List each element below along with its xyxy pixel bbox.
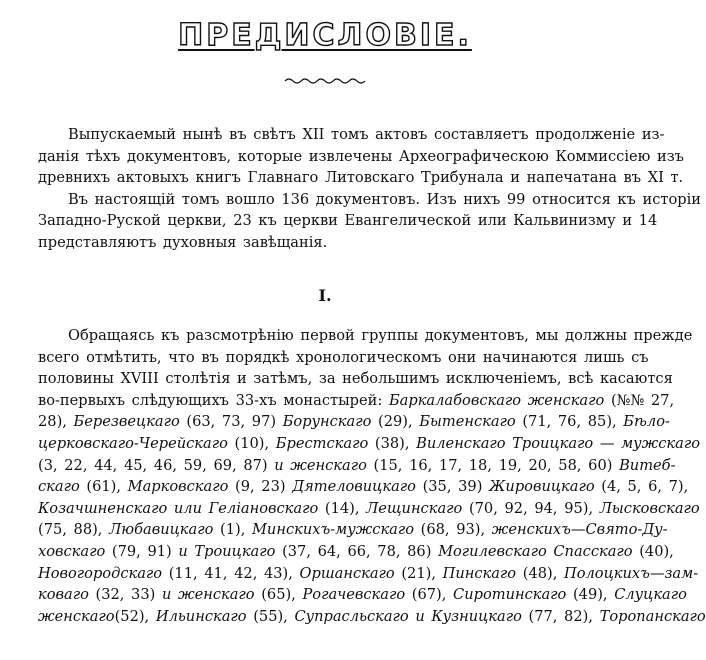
doc-numbers: (52), bbox=[114, 607, 150, 625]
doc-numbers: (40), bbox=[639, 542, 674, 560]
monastery-name: Витеб- bbox=[619, 456, 676, 474]
doc-numbers: (37, 64, 66, 78, 86) bbox=[282, 542, 432, 560]
monastery-name: Слуцкаго bbox=[614, 586, 687, 604]
intro-paragraph bbox=[38, 124, 701, 254]
doc-numbers: (32, 33) bbox=[95, 586, 156, 604]
doc-numbers: (10), bbox=[234, 434, 270, 452]
paragraph-line bbox=[38, 584, 687, 606]
monastery-name: Лысковскаго bbox=[599, 499, 700, 517]
doc-numbers: (38), bbox=[374, 434, 410, 452]
monastery-name: и женскаго bbox=[274, 456, 367, 474]
monastery-name: церковскаго-Черейскаго bbox=[38, 434, 228, 452]
doc-numbers: (35, 39) bbox=[422, 478, 483, 496]
doc-numbers: (49), bbox=[572, 586, 608, 604]
doc-numbers: (61), bbox=[86, 478, 122, 496]
monastery-name: Березвецкаго bbox=[73, 413, 180, 431]
doc-numbers: (4, 5, 6, 7), bbox=[601, 478, 689, 496]
intro-line: Въ настоящій томъ вошло 136 документовъ. Изъ нихъ 99 относится къ исторіи bbox=[68, 190, 701, 208]
monastery-name: Бытенскаго bbox=[419, 413, 516, 431]
doc-numbers: (48), bbox=[522, 564, 558, 582]
monastery-name: Ильинскаго bbox=[155, 607, 247, 625]
monastery-name: Любавицкаго bbox=[109, 521, 214, 539]
doc-numbers: (75, 88), bbox=[38, 521, 103, 539]
monastery-name: женскихъ—Свято-Ду- bbox=[491, 521, 668, 539]
monastery-name: и Троицкаго bbox=[178, 542, 276, 560]
doc-numbers: (21), bbox=[401, 564, 436, 582]
monastery-name: Жировицкаго bbox=[489, 478, 595, 496]
text-run: во-первыхъ слѣдующихъ 33-хъ монастырей: bbox=[38, 391, 383, 409]
monastery-name: Баркалабовскаго женскаго bbox=[388, 391, 605, 409]
monastery-name: женскаго bbox=[38, 607, 115, 625]
doc-numbers: (70, 92, 94, 95), bbox=[468, 499, 594, 517]
doc-numbers: (65), bbox=[261, 586, 296, 604]
paragraph-line: всего отмѣтить, что въ порядкѣ хронологическомъ они начинаются лишь съ bbox=[38, 348, 649, 366]
doc-numbers: (63, 73, 97) bbox=[186, 413, 277, 431]
doc-numbers: (11, 41, 42, 43), bbox=[168, 564, 293, 582]
doc-numbers: (3, 22, 44, 45, 46, 59, 69, 87) bbox=[38, 456, 268, 474]
paragraph-line bbox=[38, 519, 668, 541]
intro-line: данія тѣхъ документовъ, которые извлечены Археографическою Коммиссіею изъ bbox=[38, 147, 684, 165]
doc-numbers: (77, 82), bbox=[528, 607, 593, 625]
monastery-name: Пинскаго bbox=[442, 564, 517, 582]
paragraph-line bbox=[38, 390, 675, 412]
section-paragraph bbox=[38, 325, 706, 627]
intro-line: древнихъ актовыхъ книгъ Главнаго Литовскаго Трибунала и напечатана въ XI т. bbox=[38, 169, 684, 187]
monastery-name: Оршанскаго bbox=[299, 564, 395, 582]
monastery-name: Лещинскаго bbox=[366, 499, 463, 517]
monastery-name: Торопанскаго bbox=[599, 607, 706, 625]
paragraph-line bbox=[38, 498, 700, 520]
monastery-name: Козачшненскаго или Геліановскаго bbox=[38, 499, 319, 517]
monastery-name: Минскихъ-мужскаго bbox=[251, 521, 415, 539]
page-title: ПРЕДИСЛОВІЕ. bbox=[178, 18, 472, 53]
section-heading: I. bbox=[318, 286, 332, 305]
doc-numbers: (55), bbox=[253, 607, 288, 625]
intro-line: Выпускаемый нынѣ въ свѣтъ XII томъ актовъ составляетъ продолженіе из- bbox=[68, 126, 665, 143]
paragraph-line bbox=[38, 541, 674, 563]
paragraph-line: половины XVIII столѣтія и затѣмъ, за небольшимъ исключеніемъ, всѣ касаются bbox=[38, 370, 673, 388]
paragraph-line bbox=[38, 606, 706, 628]
monastery-name: Дятеловицкаго bbox=[292, 478, 416, 496]
monastery-name: Рогачевскаго bbox=[302, 586, 406, 604]
paragraph-line bbox=[38, 455, 676, 477]
monastery-name: скаго bbox=[38, 478, 80, 496]
intro-line: Западно-Руской церкви, 23 къ церкви Евангелической или Кальвинизму и 14 bbox=[38, 212, 658, 230]
doc-numbers: (1), bbox=[220, 521, 246, 539]
monastery-name: и женскаго bbox=[161, 586, 255, 604]
monastery-name: Новогородскаго bbox=[38, 564, 163, 582]
monastery-name: Полоцкихъ—зам- bbox=[564, 564, 699, 582]
paragraph-line bbox=[38, 476, 689, 498]
title-ornament bbox=[283, 76, 367, 86]
monastery-name: коваго bbox=[38, 586, 89, 604]
doc-numbers: (№№ 27, bbox=[610, 391, 675, 409]
monastery-name: Брестскаго bbox=[275, 434, 369, 452]
paragraph-line bbox=[38, 433, 700, 455]
doc-numbers: 28), bbox=[38, 413, 67, 431]
paragraph-line bbox=[38, 563, 699, 585]
monastery-name: Бѣло- bbox=[623, 413, 670, 431]
monastery-name: Борунскаго bbox=[282, 413, 372, 431]
doc-numbers: (29), bbox=[378, 413, 413, 431]
doc-numbers: (79, 91) bbox=[111, 542, 172, 560]
monastery-name: Могилевскаго Спасскаго bbox=[438, 542, 633, 560]
monastery-name: ховскаго bbox=[38, 542, 106, 560]
doc-numbers: (71, 76, 85), bbox=[522, 413, 617, 431]
doc-numbers: (67), bbox=[411, 586, 447, 604]
doc-numbers: (9, 23) bbox=[235, 478, 286, 496]
monastery-name: Марковскаго bbox=[127, 478, 229, 496]
doc-numbers: (15, 16, 17, 18, 19, 20, 58, 60) bbox=[373, 456, 613, 474]
monastery-name: Виленскаго Троицкаго — мужскаго bbox=[416, 434, 700, 452]
paragraph-line: Обращаясь къ разсмотрѣнію первой группы документовъ, мы должны прежде bbox=[68, 327, 693, 344]
intro-line: представляютъ духовныя завѣщанія. bbox=[38, 233, 328, 251]
paragraph-line bbox=[38, 411, 670, 433]
monastery-name: Сиротинскаго bbox=[453, 586, 567, 604]
doc-numbers: (14), bbox=[324, 499, 360, 517]
monastery-name: Супрасльскаго и Кузницкаго bbox=[294, 607, 522, 625]
doc-numbers: (68, 93), bbox=[420, 521, 486, 539]
